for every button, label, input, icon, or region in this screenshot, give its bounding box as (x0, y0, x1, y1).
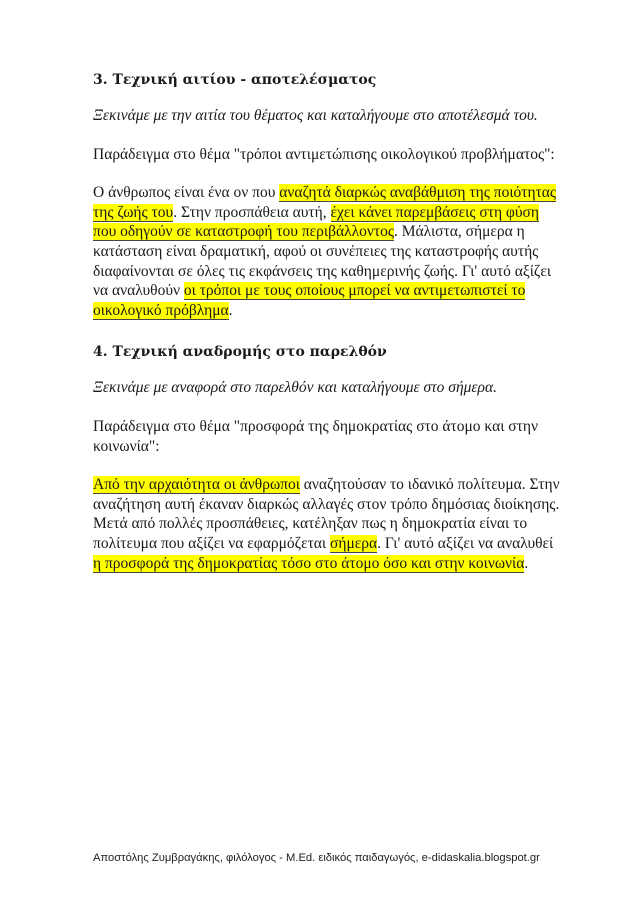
section-4-example-label: Παράδειγμα στο θέμα "προσφορά της δημοκρατίας στο άτομο και στην κοινωνία": (93, 417, 538, 455)
section-4-intro: Ξεκινάμε με αναφορά στο παρελθόν και καταλήγουμε στο σήμερα. (93, 379, 497, 397)
body-text: . Γι' αυτό αξίζει να αναλυθεί (377, 534, 554, 552)
section-4-title: 4. Τεχνική αναδρομής στο παρελθόν (93, 344, 387, 361)
highlighted-phrase: σήμερα (329, 534, 378, 552)
body-text: . (524, 554, 529, 572)
document-page (93, 70, 563, 592)
body-text: Ο άνθρωπος είναι ένα ον που (93, 184, 280, 202)
body-text: . (228, 301, 233, 319)
section-3-title: 3. Τεχνική αιτίου - αποτελέσματος (93, 72, 377, 88)
section-3-example-label: Παράδειγμα στο θέμα "τρόποι αντιμετώπισης οικολογικού προβλήματος": (93, 145, 555, 163)
highlighted-phrase: αναζητά διαρκώς αναβάθμιση της ποιότητας της ζωής του (93, 184, 557, 221)
highlighted-phrase: Από την αρχαιότητα οι άνθρωποι (93, 476, 300, 494)
body-text: . Μάλιστα, σήμερα η κατάσταση είναι δραματική, αφού οι συνέπειες της καταστροφής αυτής διαφαίνονται σε όλες τις εκφάνσεις της καθημερινής ζωής. Γι' αυτό αξίζει να αναλυθούν (93, 223, 552, 300)
section-3-example-body (93, 183, 563, 320)
highlighted-phrase: έχει κάνει παρεμβάσεις στη φύση που οδηγούν σε καταστροφή του περιβάλλοντος (93, 203, 540, 241)
section-4-example-body (93, 475, 563, 573)
highlighted-phrase: η προσφορά της δημοκρατίας τόσο στο άτομο όσο και στην κοινωνία (93, 554, 525, 572)
section-3-intro: Ξεκινάμε με την αιτία του θέματος και καταλήγουμε στο αποτέλεσμά του. (93, 107, 538, 124)
highlighted-phrase: οι τρόποι με τους οποίους μπορεί να αντιμετωπιστεί το οικολογικό πρόβλημα (93, 282, 526, 319)
body-text: αναζητούσαν το ιδανικό πολίτευμα. Στην αναζήτηση αυτή έκαναν διαρκώς αλλαγές στον τρόπο δημόσιας διοίκησης. Μετά από πολλές προσπάθειες, κατέληξαν πως η δημοκρατία είναι το πολίτευμα που αξίζει να εφαρμόζεται (93, 476, 560, 552)
page-footer: Αποστόλης Ζυμβραγάκης, φιλόλογος - M.Ed. ειδικός παιδαγωγός, e-didaskalia.blogspot.gr (93, 852, 540, 864)
body-text: . Στην προσπάθεια αυτή, (173, 203, 331, 221)
